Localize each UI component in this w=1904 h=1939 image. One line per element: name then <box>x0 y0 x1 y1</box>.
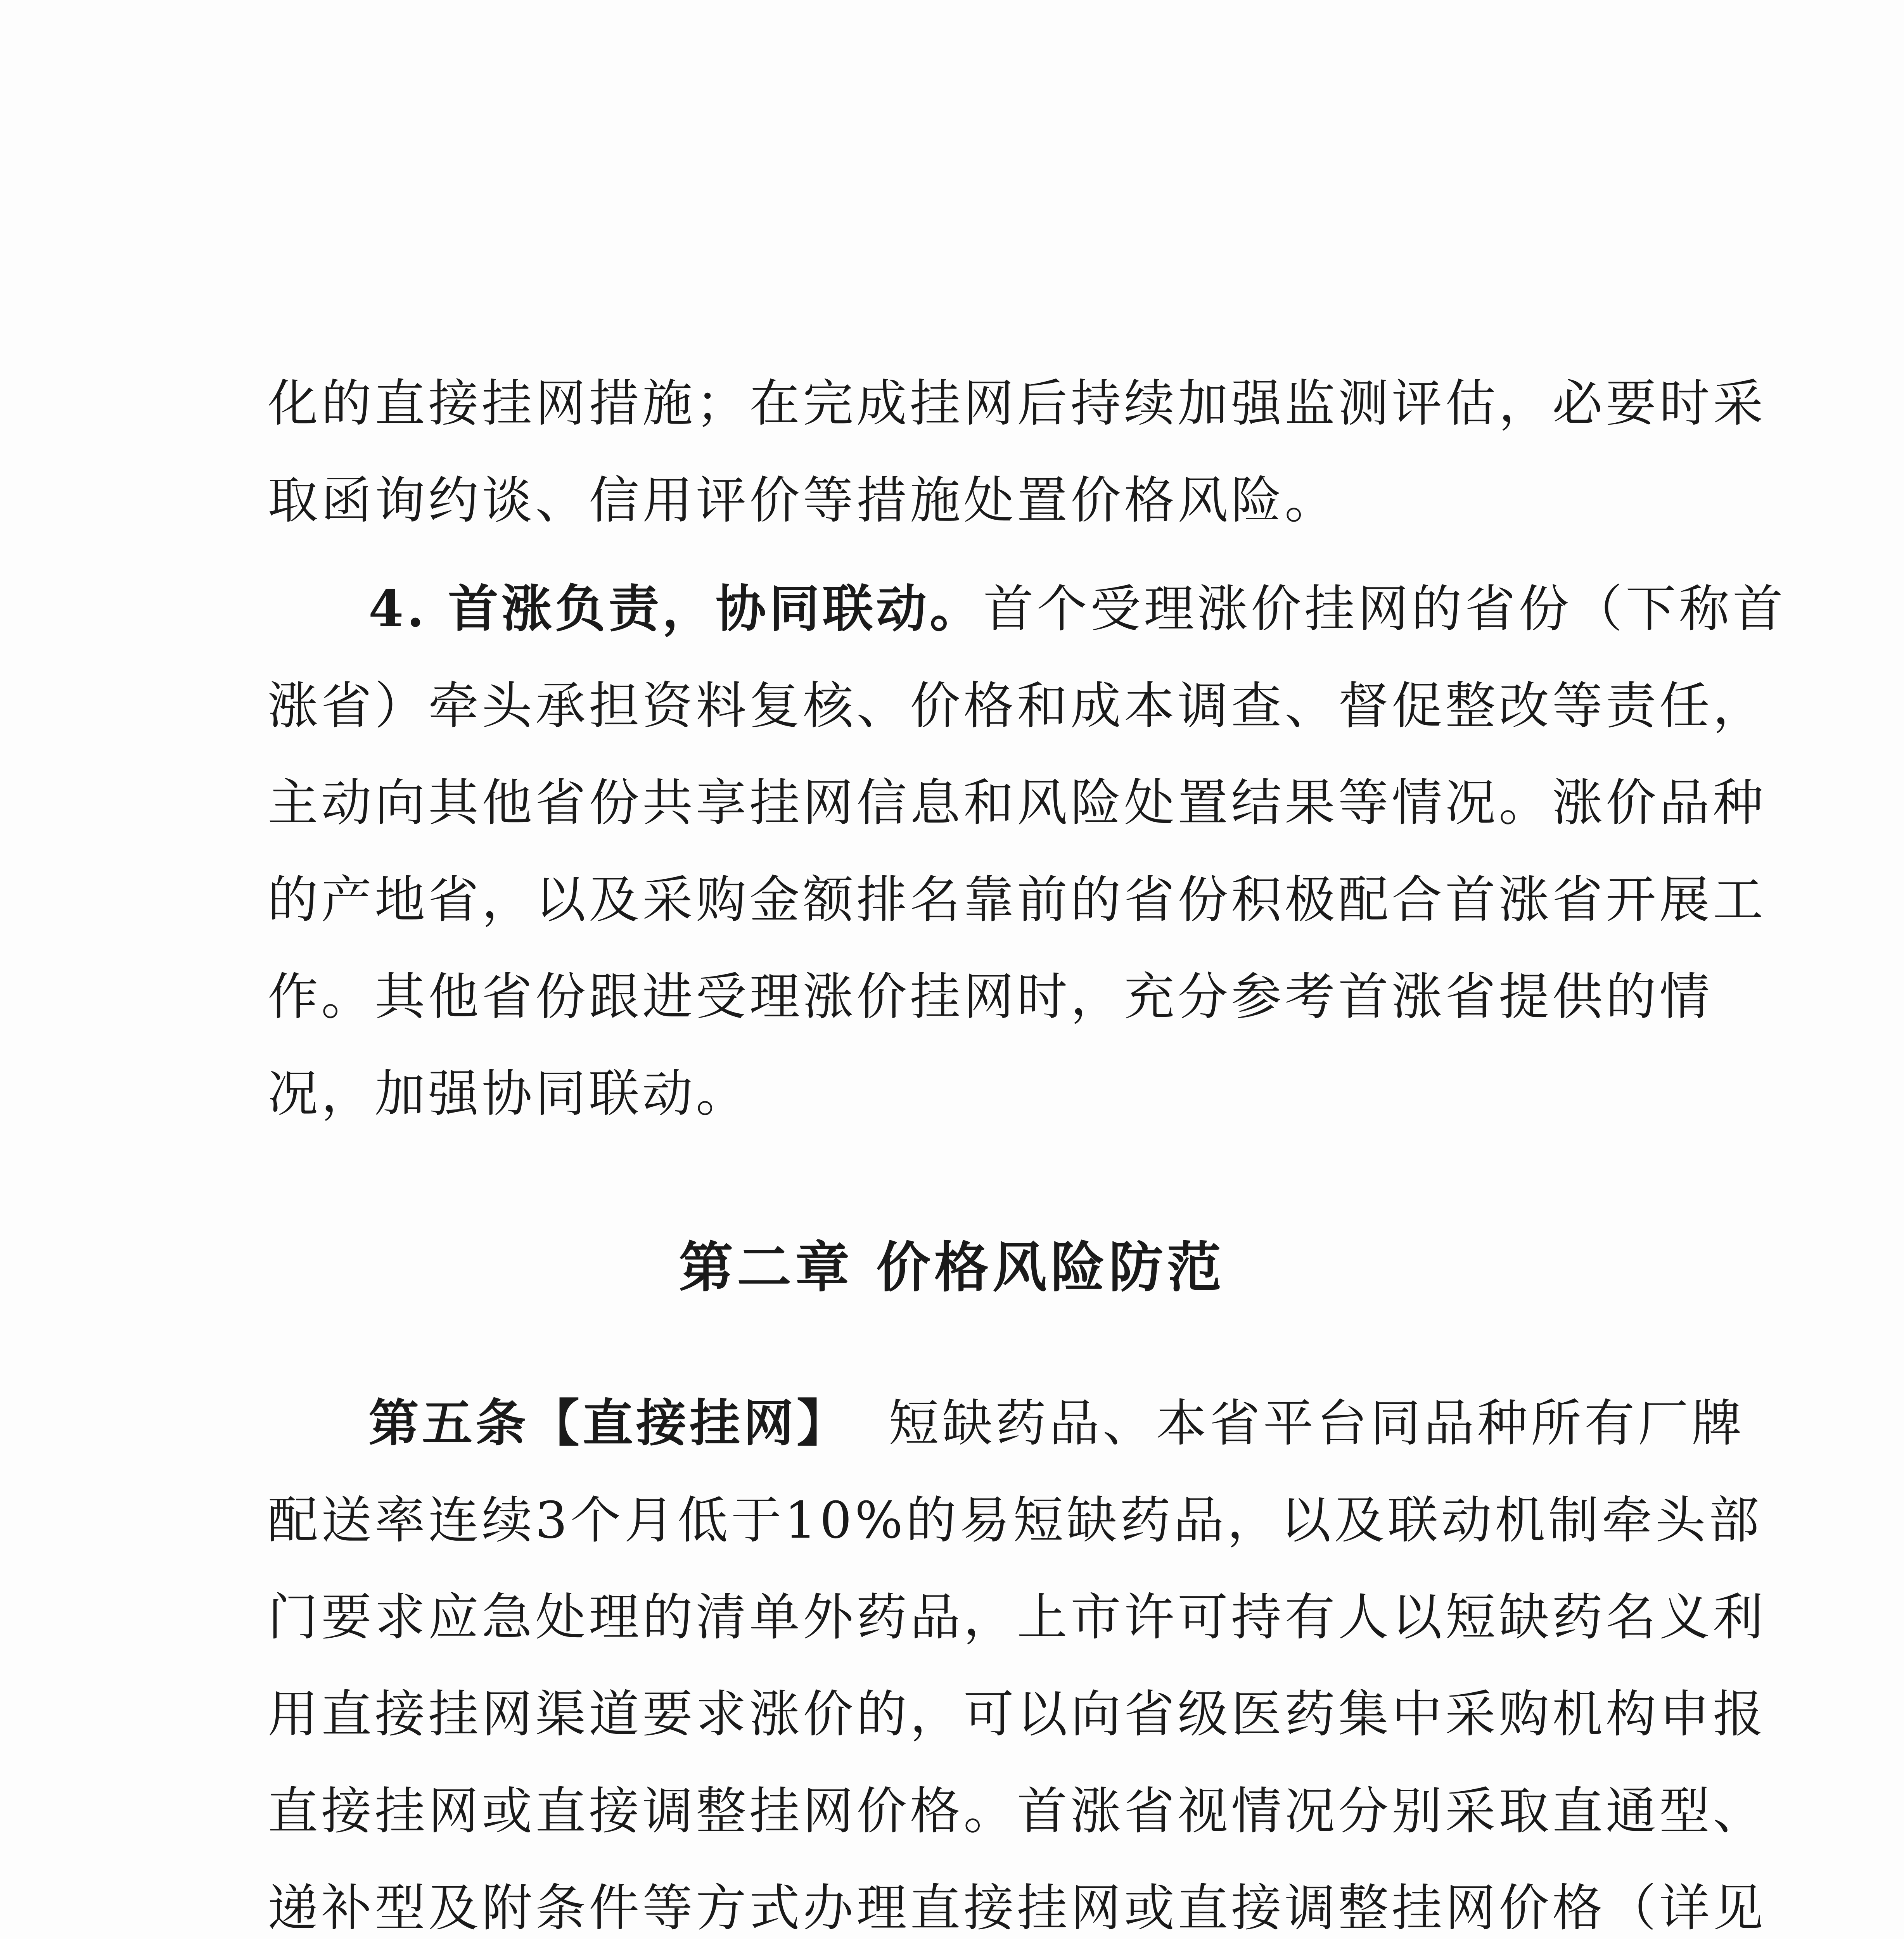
line-text: 用直接挂网渠道要求涨价的，可以向省级医药集中采购机构申报 <box>268 1685 1767 1744</box>
text-line <box>268 1675 1767 1753</box>
text-line <box>268 1481 1762 1559</box>
line-text: 涨省）牵头承担资料复核、价格和成本调查、督促整改等责任， <box>268 676 1767 735</box>
text-line <box>268 958 1713 1035</box>
line-text: 首个受理涨价挂网的省份（下称首 <box>983 579 1786 638</box>
chapter-heading: 第二章 价格风险防范 <box>679 1236 1225 1300</box>
bold-lead: 第五条【直接挂网】 <box>368 1393 851 1453</box>
text-line <box>268 667 1767 745</box>
text-line <box>268 764 1767 842</box>
line-text: 门要求应急处理的清单外药品，上市许可持有人以短缺药名义利 <box>268 1588 1767 1647</box>
bold-lead: 4. 首涨负责，协同联动。 <box>368 579 983 638</box>
line-text: 况，加强协同联动。 <box>268 1064 750 1123</box>
line-text: 短缺药品、本省平台同品种所有厂牌 <box>850 1394 1745 1453</box>
line-text: 主动向其他省份共享挂网信息和风险处置结果等情况。涨价品种 <box>268 773 1767 832</box>
line-text: 的产地省，以及采购金额排名靠前的省份积极配合首涨省开展工 <box>268 870 1767 929</box>
line-text: 递补型及附条件等方式办理直接挂网或直接调整挂网价格（详见 <box>268 1879 1767 1937</box>
text-line <box>268 1578 1767 1656</box>
line-text: 配送率连续3个月低于10%的易短缺药品，以及联动机制牵头部 <box>268 1491 1762 1550</box>
text-line <box>268 861 1767 938</box>
line-text: 直接挂网或直接调整挂网价格。首涨省视情况分别采取直通型、 <box>268 1782 1767 1840</box>
text-line <box>268 1869 1767 1939</box>
text-line <box>268 365 1767 442</box>
line-text: 化的直接挂网措施；在完成挂网后持续加强监测评估，必要时采 <box>268 374 1767 433</box>
text-line <box>368 1384 1745 1462</box>
text-line <box>268 1055 1703 1132</box>
line-text: 作。其他省份跟进受理涨价挂网时，充分参考首涨省提供的情 <box>268 967 1713 1026</box>
text-line <box>368 570 1786 648</box>
text-line <box>268 1772 1767 1850</box>
line-text: 取函询约谈、信用评价等措施处置价格风险。 <box>268 471 1339 530</box>
text-line <box>268 461 1703 539</box>
